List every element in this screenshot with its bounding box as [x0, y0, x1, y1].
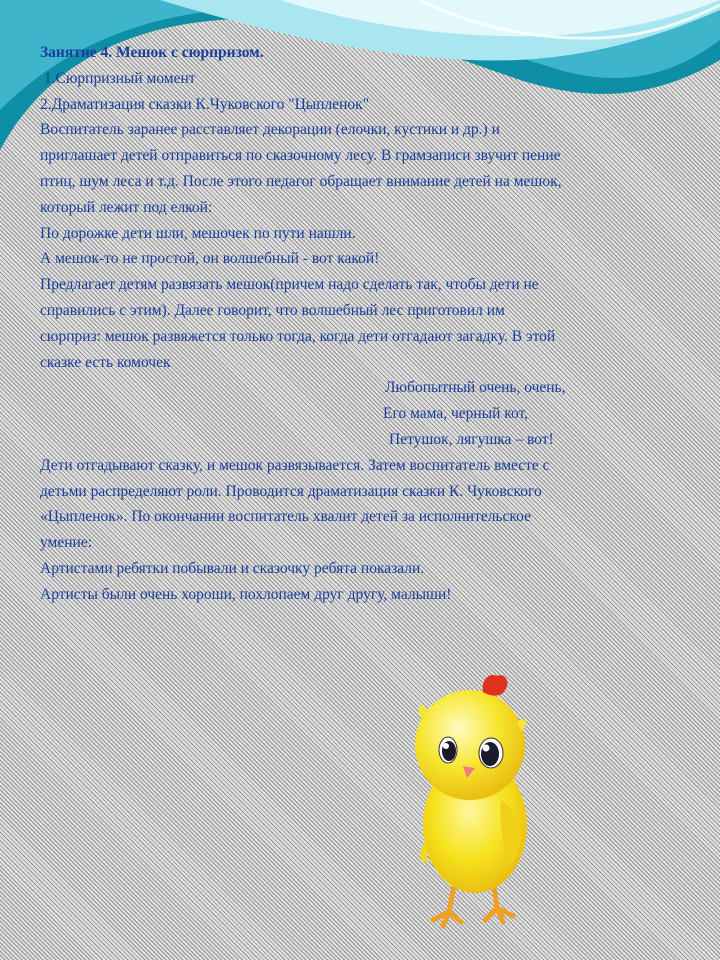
text-line: детьми распределяют роли. Проводится драматизация сказки К. Чуковского: [40, 482, 542, 500]
rhyme-line: А мешок-то не простой, он волшебный - вот какой!: [40, 250, 380, 268]
riddle-line: Его мама, черный кот,: [383, 405, 529, 423]
plan-list: [40, 66, 680, 118]
chick-illustration: [405, 650, 555, 935]
text-line: умение:: [40, 534, 93, 552]
riddle: [40, 375, 680, 452]
text-line: сказке есть комочек: [40, 353, 171, 371]
closing-line: Артистами ребятки побывали и сказочку ребята показали.: [40, 559, 425, 577]
rhyme-line: По дорожке дети шли, мешочек по пути нашли.: [40, 224, 356, 242]
rhyme-found-bag: [40, 221, 680, 273]
text-line: сюрприз: мешок развяжется только тогда, когда дети отгадают загадку. В этой: [40, 327, 556, 345]
text-line: «Цыпленок». По окончании воспитатель хвалит детей за исполнительское: [40, 508, 531, 526]
riddle-line: Любопытный очень, очень,: [385, 379, 566, 397]
document-body: [40, 40, 680, 608]
plan-item: 2.Драматизация сказки К.Чуковского "Цыпленок": [40, 95, 370, 113]
closing-line: Артисты были очень хороши, похлопаем друг другу, малыши!: [40, 585, 452, 603]
riddle-line: Петушок, лягушка – вот!: [389, 430, 554, 448]
chick-head: [415, 690, 525, 800]
lesson-title: Занятие 4. Мешок с сюрпризом.: [40, 44, 264, 61]
text-line: Воспитатель заранее расставляет декорации (елочки, кустики и др.) и: [40, 121, 500, 139]
text-line: Дети отгадывают сказку, и мешок развязывается. Затем воспитатель вместе с: [40, 456, 550, 474]
text-line: который лежит под елкой:: [40, 198, 213, 216]
closing-rhyme: [40, 556, 680, 608]
paragraph-untie-bag: [40, 272, 680, 375]
paragraph-dramatization: [40, 453, 680, 556]
paragraph-intro: [40, 117, 680, 220]
text-line: Предлагает детям развязать мешок(причем надо сделать так, чтобы дети не: [40, 276, 539, 294]
text-line: птиц, шум леса и т.д. После этого педагог обращает внимание детей на мешок,: [40, 172, 562, 190]
text-line: справились с этим). Далее говорит, что волшебный лес приготовил им: [40, 301, 505, 319]
text-line: приглашает детей отправиться по сказочному лесу. В грамзаписи звучит пение: [40, 147, 561, 165]
plan-item: 1.Сюрпризный момент: [40, 69, 196, 87]
chick-comb: [483, 675, 508, 696]
